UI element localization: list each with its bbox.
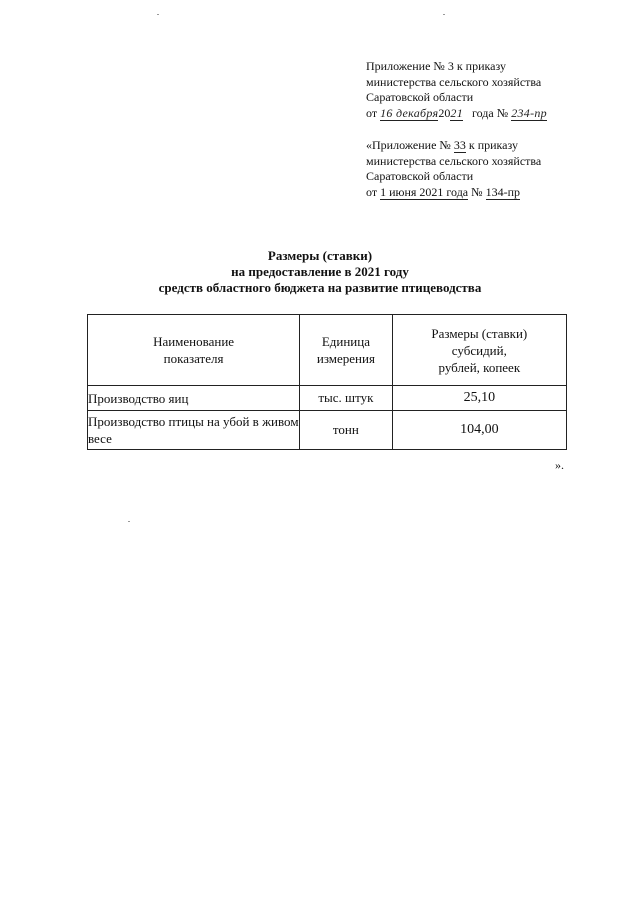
rates-table	[87, 314, 567, 450]
number-prefix: года №	[472, 105, 509, 120]
cell-rate: 104,00	[392, 411, 566, 450]
header-name	[88, 315, 300, 386]
header-unit	[300, 315, 393, 386]
appendix-date-line	[366, 106, 547, 122]
appendix-current-reference	[366, 59, 547, 121]
header-line: Наименование	[153, 334, 235, 349]
handwritten-year: 21	[450, 105, 464, 120]
title-line: на предоставление в 2021 году	[231, 264, 409, 279]
appendix-line: Саратовской области	[366, 169, 474, 183]
header-line: показателя	[163, 351, 224, 366]
appendix-previous-reference	[366, 138, 541, 200]
appendix-number: 33	[453, 138, 466, 152]
appendix-line: министерства сельского хозяйства	[366, 74, 542, 89]
cell-rate: 25,10	[392, 386, 566, 411]
document-title	[0, 248, 640, 296]
closing-quote: ».	[555, 458, 564, 472]
header-line: Единица	[321, 334, 370, 349]
appendix-date-line	[366, 185, 541, 201]
year-prefix: 20	[438, 105, 451, 120]
header-line: субсидий,	[451, 342, 507, 358]
date-prefix: от	[366, 105, 378, 120]
appendix-line: Саратовской области	[366, 90, 474, 104]
appendix-line: Приложение № 3 к приказу	[366, 59, 506, 73]
header-line: Размеры (ставки)	[431, 325, 528, 341]
scan-speck	[443, 14, 445, 15]
cell-name: Производство яиц	[88, 386, 300, 411]
appendix-suffix: к приказу	[468, 138, 518, 152]
handwritten-number: 234-пр	[511, 105, 547, 120]
title-line: средств областного бюджета на развитие птицеводства	[158, 280, 482, 295]
order-date: 1 июня 2021 года	[380, 184, 469, 199]
order-number: 134-пр	[485, 184, 521, 199]
header-line: рублей, копеек	[438, 359, 521, 375]
table-header-row	[88, 315, 567, 386]
table-row	[88, 411, 567, 450]
cell-name: Производство птицы на убой в живом весе	[88, 411, 300, 450]
appendix-prefix: «Приложение №	[366, 138, 451, 152]
table-row	[88, 386, 567, 411]
date-prefix: от	[366, 184, 378, 199]
appendix-line	[366, 138, 541, 154]
appendix-line: министерства сельского хозяйства	[366, 153, 542, 168]
number-prefix: №	[471, 184, 483, 199]
header-rate	[392, 315, 566, 386]
handwritten-day-month: 16 декабря	[380, 105, 439, 120]
title-line: Размеры (ставки)	[267, 248, 373, 263]
cell-unit: тыс. штук	[300, 386, 393, 411]
scan-speck	[157, 14, 159, 15]
cell-unit: тонн	[300, 411, 393, 450]
scan-speck	[128, 521, 130, 522]
header-line: измерения	[316, 351, 375, 366]
